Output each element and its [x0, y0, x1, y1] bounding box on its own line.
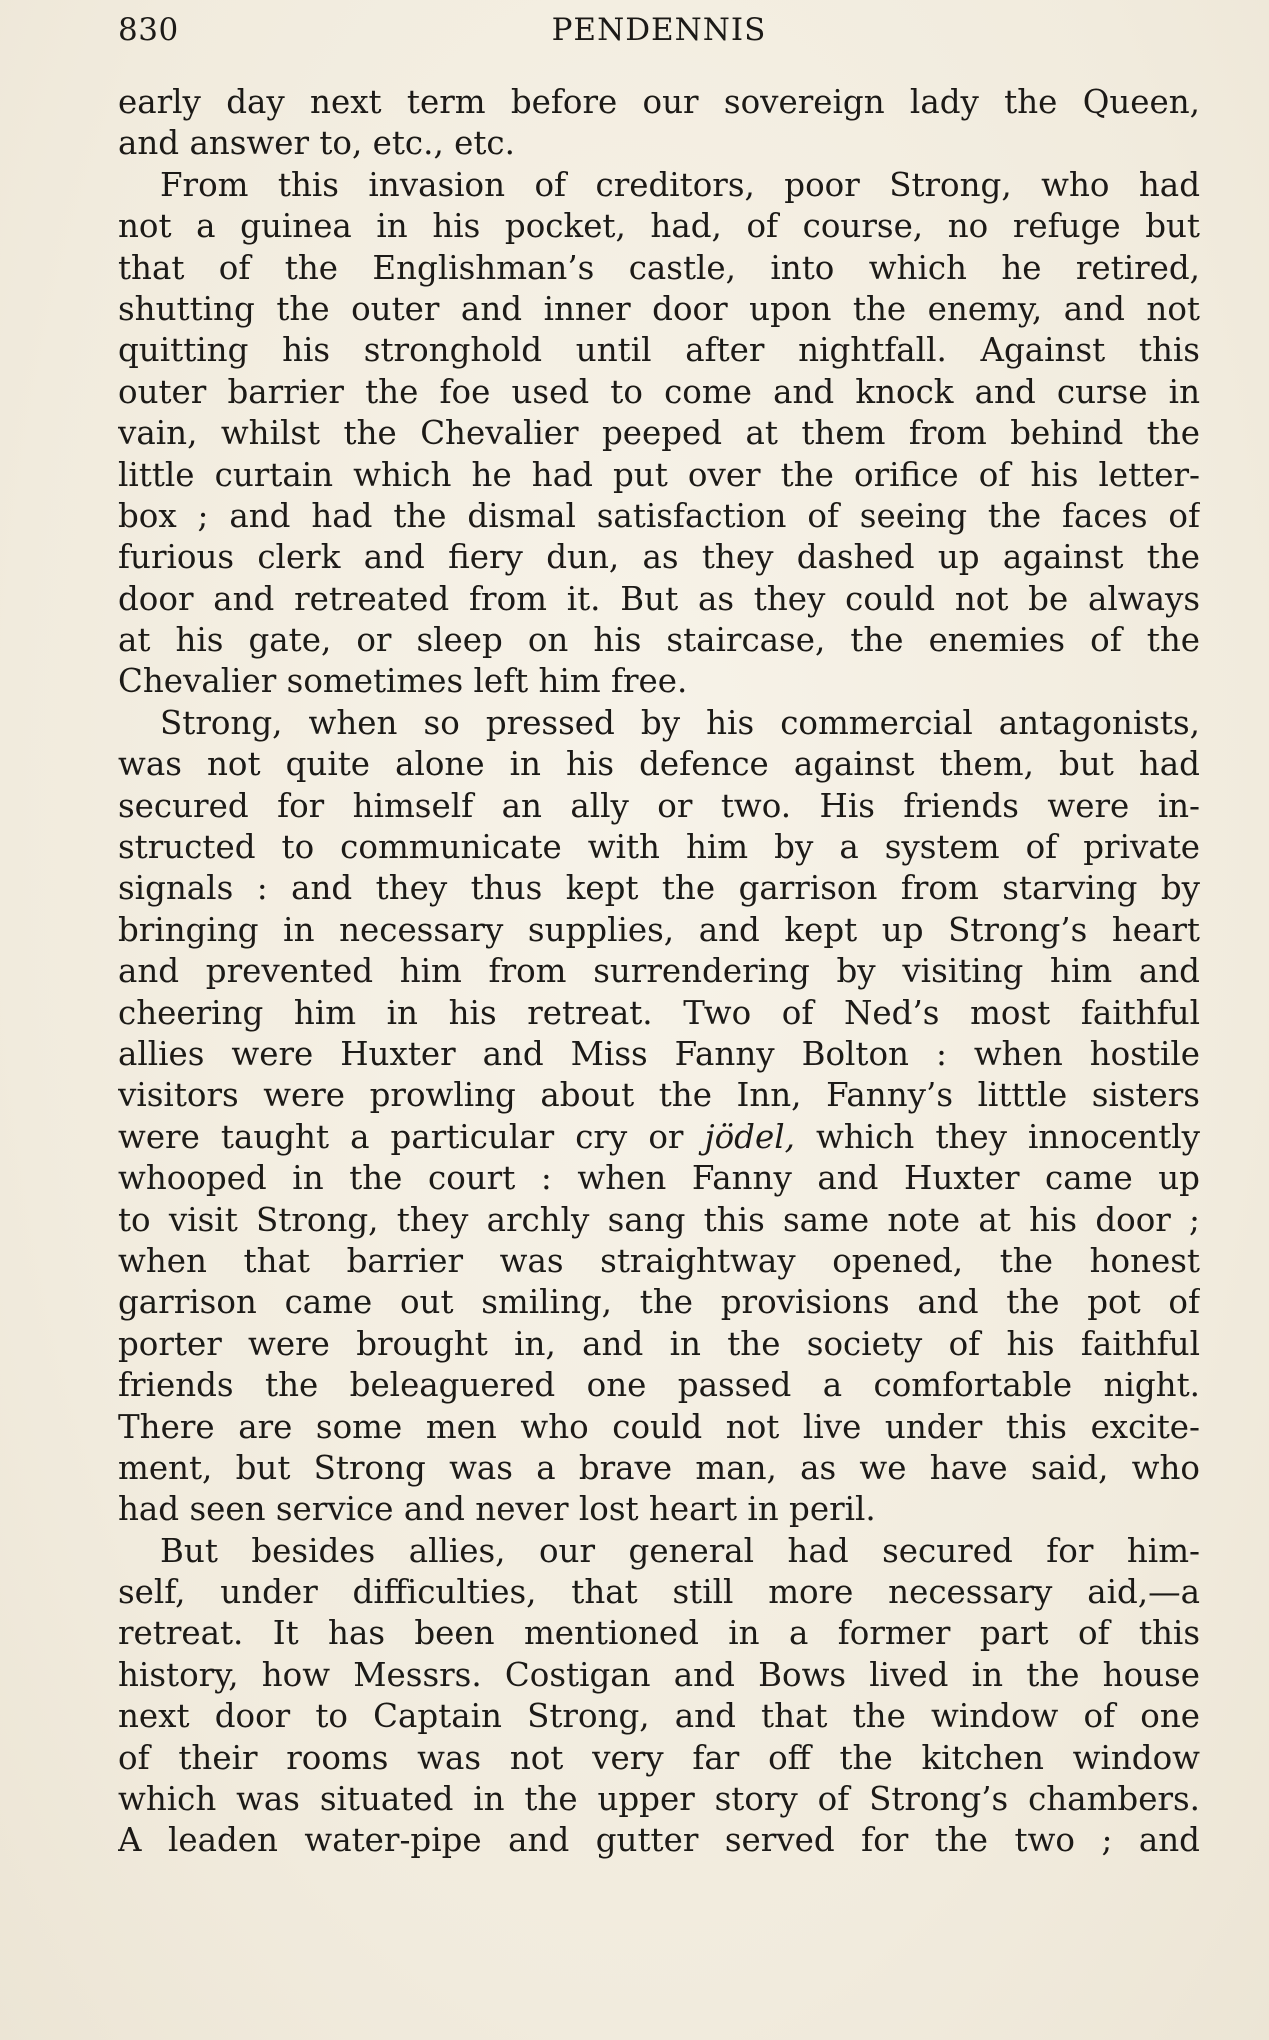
- text-line: early day next term before our sovereign lady the Queen,: [118, 83, 1200, 121]
- text-line: friends the beleaguered one passed a comfortable night.: [118, 1366, 1200, 1405]
- text-line: There are some men who could not live under this excite-: [118, 1407, 1200, 1446]
- text-line: and prevented him from surrendering by visiting him and: [118, 952, 1200, 991]
- text-line: signals : and they thus kept the garrison from starving by: [118, 869, 1200, 908]
- text-line: whooped in the court : when Fanny and Huxter came up: [118, 1159, 1200, 1198]
- text-line: history, how Messrs. Costigan and Bows lived in the house: [118, 1655, 1200, 1694]
- text-line: not a guinea in his pocket, had, of course, no refuge but: [118, 207, 1200, 246]
- text-line: furious clerk and fiery dun, as they dashed up against the: [118, 538, 1200, 577]
- text-line: cheering him in his retreat. Two of Ned’s most faithful: [118, 993, 1200, 1032]
- text-line: But besides allies, our general had secured for him-: [160, 1531, 1200, 1570]
- text-line: Strong, when so pressed by his commercial antagonists,: [160, 703, 1200, 742]
- text-line: A leaden water-pipe and gutter served for the two ; and: [118, 1821, 1200, 1860]
- text-line-start: were taught a particular cry or: [118, 1117, 684, 1156]
- text-line: little curtain which he had put over the orifice of his letter-: [118, 455, 1200, 494]
- text-line: which was situated in the upper story of Strong’s chambers.: [118, 1780, 1200, 1819]
- text-line: visitors were prowling about the Inn, Fanny’s litttle sisters: [118, 1076, 1200, 1115]
- page-number: 830: [118, 12, 179, 48]
- text-line: Chevalier sometimes left him free.: [118, 662, 688, 701]
- text-line: outer barrier the foe used to come and knock and curse in: [118, 372, 1200, 411]
- text-line-end: which they innocently: [816, 1117, 1200, 1156]
- text-line: self, under difficulties, that still more necessary aid,—a: [118, 1573, 1200, 1612]
- text-line: door and retreated from it. But as they could not be always: [118, 579, 1200, 618]
- text-line: allies were Huxter and Miss Fanny Bolton : when hostile: [118, 1034, 1200, 1073]
- text-line: of their rooms was not very far off the kitchen window: [118, 1738, 1200, 1777]
- text-line: structed to communicate with him by a system of private: [118, 828, 1200, 867]
- text-line: secured for himself an ally or two. His friends were in-: [118, 786, 1200, 825]
- text-line: at his gate, or sleep on his staircase, the enemies of the: [118, 621, 1200, 660]
- text-line: next door to Captain Strong, and that the window of one: [118, 1697, 1200, 1736]
- text-line: to visit Strong, they archly sang this same note at his door ;: [118, 1200, 1200, 1239]
- body-text: [118, 82, 1200, 1862]
- text-line: vain, whilst the Chevalier peeped at them from behind the: [118, 414, 1200, 453]
- running-head: [118, 8, 1200, 52]
- text-line: garrison came out smiling, the provisions and the pot of: [118, 1283, 1200, 1322]
- text-line: ment, but Strong was a brave man, as we have said, who: [118, 1448, 1200, 1487]
- text-line: that of the Englishman’s castle, into which he retired,: [118, 248, 1200, 287]
- text-line: [118, 1117, 1200, 1158]
- text-line: when that barrier was straightway opened, the honest: [118, 1241, 1200, 1280]
- text-line: retreat. It has been mentioned in a former part of this: [118, 1614, 1200, 1653]
- text-line: porter were brought in, and in the society of his faithful: [118, 1324, 1200, 1363]
- text-line: quitting his stronghold until after nightfall. Against this: [118, 331, 1200, 370]
- text-line: From this invasion of creditors, poor Strong, who had: [160, 165, 1200, 204]
- text-line: had seen service and never lost heart in peril.: [118, 1490, 876, 1529]
- italic-word: jödel,: [704, 1117, 795, 1156]
- text-line: shutting the outer and inner door upon the enemy, and not: [118, 289, 1200, 328]
- text-line: and answer to, etc., etc.: [118, 124, 515, 163]
- text-line: box ; and had the dismal satisfaction of seeing the faces of: [118, 496, 1200, 535]
- text-line: bringing in necessary supplies, and kept up Strong’s heart: [118, 910, 1200, 949]
- running-title: PENDENNIS: [551, 12, 767, 48]
- text-line: was not quite alone in his defence against them, but had: [118, 745, 1200, 784]
